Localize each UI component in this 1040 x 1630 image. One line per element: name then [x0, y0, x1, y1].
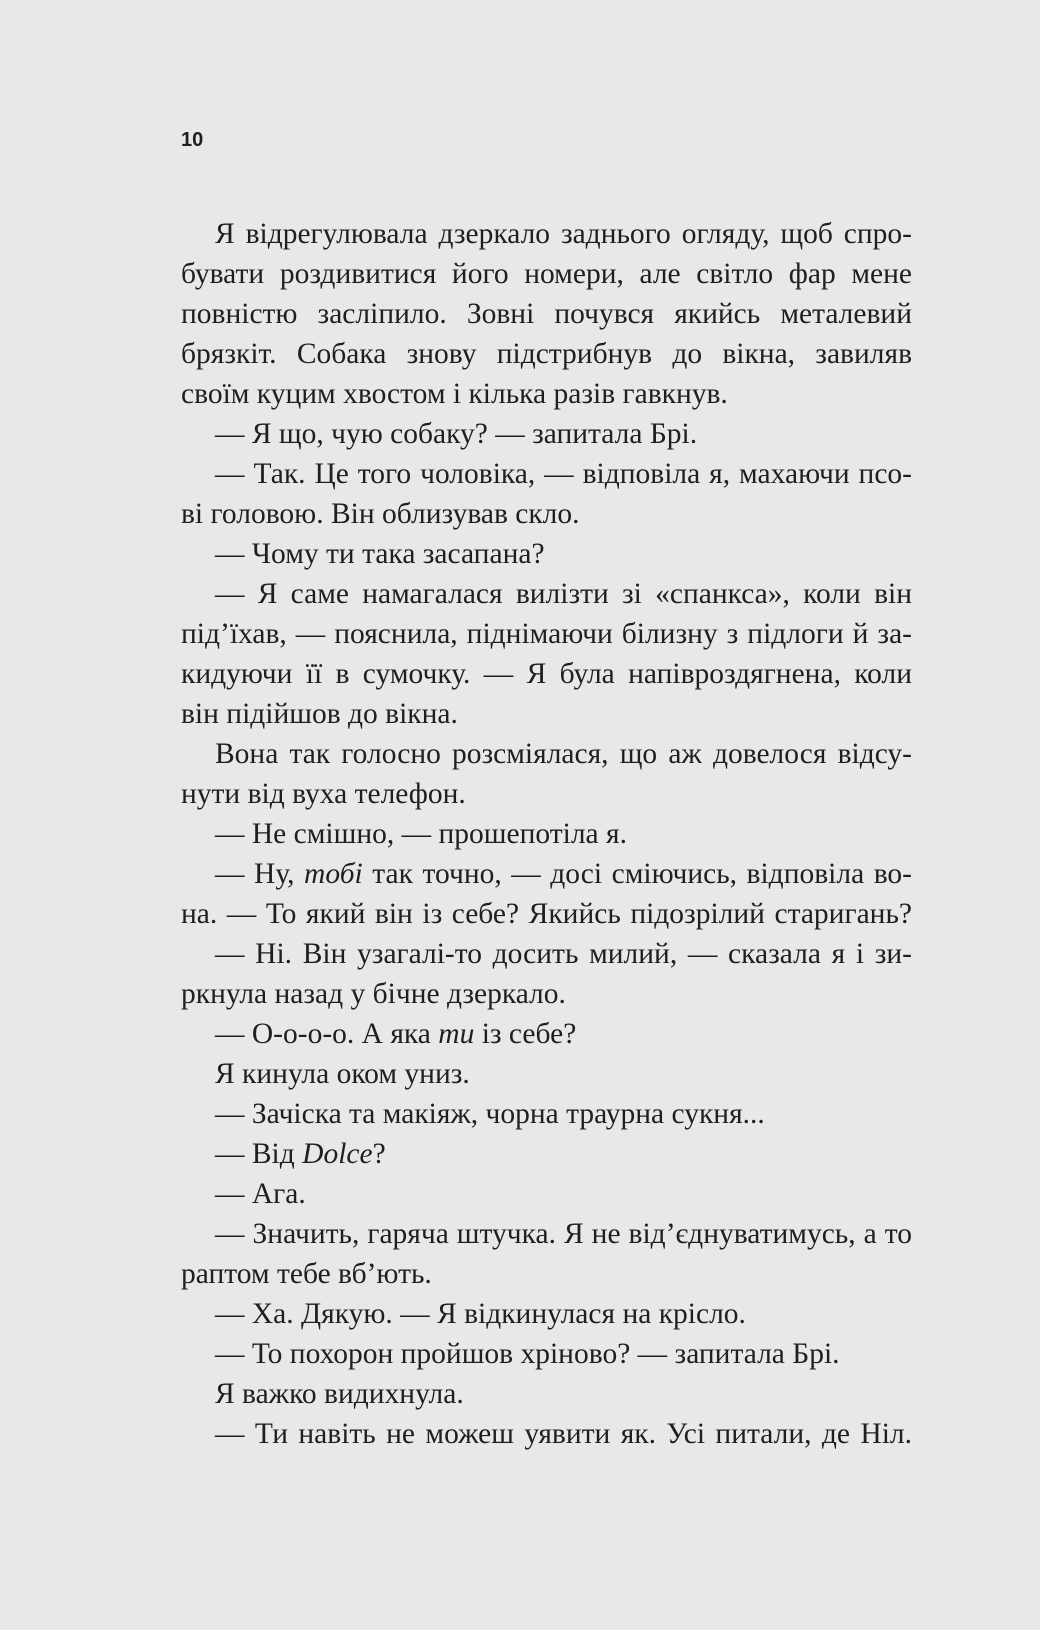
text-line: — Я що, чую собаку? — запитала Брі.: [215, 418, 698, 450]
text-line: ркнула назад у бічне дзеркало.: [181, 978, 566, 1010]
text-line: брязкіт. Собака знову підстрибнув до вікна, завиляв: [181, 338, 912, 370]
text-line: — Ні. Він узагалі-то досить милий, — сказала я і зи-: [215, 938, 912, 970]
italic-word: тобі: [304, 858, 363, 890]
text-line: Я відрегулювала дзеркало заднього огляду, щоб спро-: [215, 218, 912, 250]
text-line: [181, 1134, 912, 1174]
text-line: — То похорон пройшов хріново? — запитала Брі.: [215, 1338, 840, 1370]
text-line-segment: із себе?: [474, 1018, 577, 1050]
italic-word: Dolce: [302, 1138, 373, 1170]
text-line: — Значить, гаряча штучка. Я не від’єднуватимусь, а то: [215, 1218, 912, 1250]
text-line: — Ти навіть не можеш уявити як. Усі питали, де Ніл.: [215, 1418, 912, 1450]
text-line: ві головою. Він облизував скло.: [181, 498, 580, 530]
text-line: — Не смішно, — прошепотіла я.: [215, 818, 627, 850]
body-text: [181, 214, 912, 1454]
text-line: — Так. Це того чоловіка, — відповіла я, махаючи псо-: [215, 458, 912, 490]
text-line: бувати роздивитися його номери, але світло фар мене: [181, 258, 912, 290]
text-line: [181, 1014, 912, 1054]
text-line: на. — То який він із себе? Якийсь підозрілий старигань?: [181, 898, 912, 930]
text-line: — Ха. Дякую. — Я відкинулася на крісло.: [215, 1298, 746, 1330]
text-line: — Я саме намагалася вилізти зі «спанкса», коли він: [215, 578, 912, 610]
text-line: під’їхав, — пояснила, піднімаючи білизну з підлоги й за-: [181, 618, 912, 650]
text-line-segment: так точно, — досі сміючись, відповіла во-: [362, 858, 912, 890]
text-line: Я кинула оком униз.: [215, 1058, 470, 1090]
text-line: [181, 854, 912, 894]
text-line: — Чому ти така засапана?: [215, 538, 545, 570]
text-line: — Ага.: [215, 1178, 306, 1210]
text-line: Я важко видихнула.: [215, 1378, 464, 1410]
text-line: він підійшов до вікна.: [181, 698, 458, 730]
text-line-segment: ?: [372, 1138, 386, 1170]
text-line: раптом тебе вб’ють.: [181, 1258, 432, 1290]
italic-word: ти: [438, 1018, 475, 1050]
text-line: повністю засліпило. Зовні почувся якийсь металевий: [181, 298, 912, 330]
text-line: своїм куцим хвостом і кілька разів гавкнув.: [181, 378, 728, 410]
text-line: нути від вуха телефон.: [181, 778, 466, 810]
text-line-segment: — Ну,: [215, 858, 305, 890]
text-line-segment: — Від: [215, 1138, 303, 1170]
text-line: кидуючи її в сумочку. — Я була напівроздягнена, коли: [181, 658, 912, 690]
text-line: — Зачіска та макіяж, чорна траурна сукня...: [215, 1098, 765, 1130]
text-line: Вона так голосно розсміялася, що аж довелося відсу-: [215, 738, 912, 770]
page-number: 10: [181, 129, 204, 151]
text-line-segment: — О-о-о-о. А яка: [215, 1018, 439, 1050]
